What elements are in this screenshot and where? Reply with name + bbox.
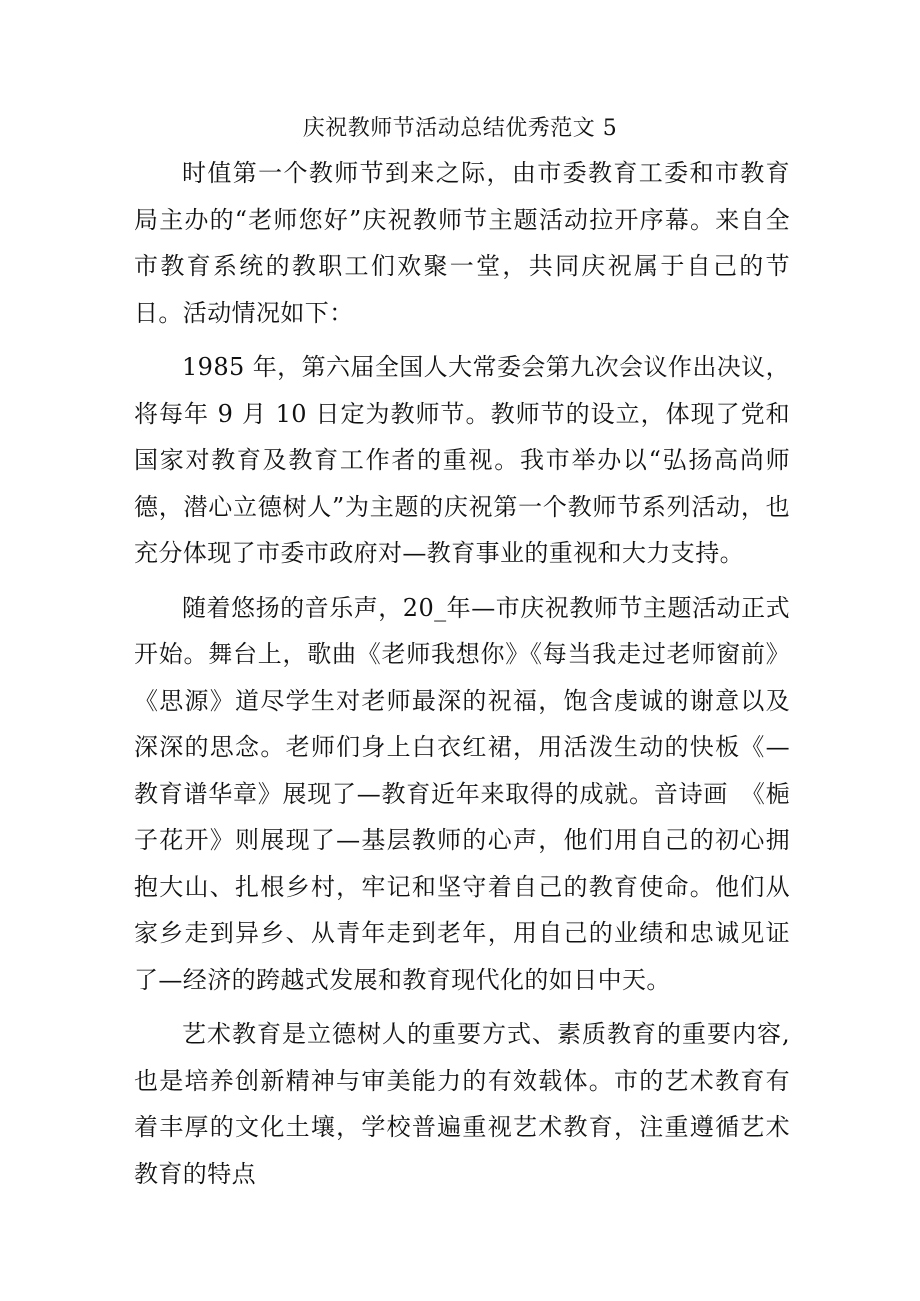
document-body [134,150,790,1205]
paragraph-3: 随着悠扬的音乐声，20_年—市庆祝教师节主题活动正式开始。舞台上，歌曲《老师我想你》《每当我走过老师窗前》《思源》道尽学生对老师最深的祝福，饱含虔诚的谢意以及深深的思念。老师们身上白衣红裙，用活泼生动的快板《—教育谱华章》展现了—教育近年来取得的成就。音诗画 《梔子花开》则展现了—基层教师的心声，他们用自己的初心拥抱大山、扎根乡村，牢记和坚守着自己的教育使命。他们从家乡走到异乡、从青年走到老年，用自己的业绩和忠诚见证了—经济的跨越式发展和教育现代化的如日中天。 [134,593,790,994]
document-title: 庆祝教师节活动总结优秀范文 5 [302,116,618,141]
paragraph-1: 时值第一个教师节到来之际，由市委教育工委和市教育局主办的“老师您好”庆祝教师节主题活动拉开序幕。来自全市教育系统的教职工们欢聚一堂，共同庆祝属于自己的节日。活动情况如下： [134,159,790,327]
paragraph-2: 1985 年，第六届全国人大常委会第九次会议作出决议，将每年 9 月 10 日定为教师节。教师节的设立，体现了党和国家对教育及教育工作者的重视。我市举办以“弘扬高尚师德，潜心立德树人”为主题的庆祝第一个教师节系列活动，也充分体现了市委市政府对—教育事业的重视和大力支持。 [134,353,790,567]
paragraph-4: 艺术教育是立德树人的重要方式、素质教育的重要内容,也是培养创新精神与审美能力的有效载体。市的艺术教育有着丰厚的文化土壤，学校普遍重视艺术教育，注重遵循艺术教育的特点 [134,1020,790,1188]
